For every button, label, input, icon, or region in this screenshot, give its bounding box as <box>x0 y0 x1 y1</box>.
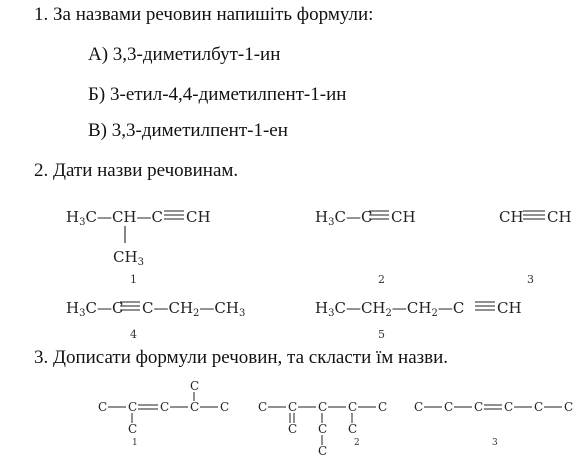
task-2-title: 2. Дати назви речовинам. <box>34 160 239 181</box>
svg-text:C: C <box>98 400 108 414</box>
task-1-title: 1. За назвами речовин напишіть формули: <box>34 4 374 25</box>
task-1-option-a: А) 3,3-диметилбут-1-ин <box>88 44 281 65</box>
svg-text:C: C <box>128 400 138 414</box>
svg-text:C: C <box>190 400 200 414</box>
svg-text:H3C—C: $H_3C—C$ <box>66 299 124 319</box>
structure-2-number: 2 <box>378 273 385 286</box>
structure-4-number: 4 <box>130 328 137 341</box>
skeleton-2-number: 2 <box>354 438 360 448</box>
skeleton-1-number: 1 <box>132 438 138 448</box>
svg-text:C: C <box>288 400 298 414</box>
svg-text:C: C <box>318 400 328 414</box>
svg-text:CH3: $CH_3$ <box>113 248 144 268</box>
svg-text:C: C <box>160 400 170 414</box>
structure-3-number: 3 <box>527 273 534 286</box>
svg-text:CH: CH <box>547 208 572 226</box>
svg-text:C: C <box>288 422 298 436</box>
svg-text:C: C <box>318 444 328 458</box>
svg-text:C: C <box>348 422 358 436</box>
svg-text:C: C <box>504 400 514 414</box>
svg-text:C: C <box>258 400 268 414</box>
svg-text:C: C <box>534 400 544 414</box>
task-1-option-c: В) 3,3-диметилпент-1-ен <box>88 120 288 141</box>
svg-text:C: C <box>564 400 574 414</box>
svg-text:H3C—CH—C: $H_3C—CH—C$ <box>66 208 163 228</box>
svg-text:C: C <box>318 422 328 436</box>
svg-text:C: C <box>348 400 358 414</box>
structure-1-number: 1 <box>130 273 137 286</box>
svg-text:H3C—C: $H_3C—C$ <box>315 208 373 228</box>
svg-text:C: C <box>220 400 230 414</box>
svg-text:CH: CH <box>186 208 211 226</box>
svg-text:CH: CH <box>499 208 524 226</box>
structure-5-number: 5 <box>378 328 385 341</box>
svg-text:C: C <box>444 400 454 414</box>
svg-text:C: C <box>414 400 424 414</box>
svg-text:C: C <box>190 379 200 393</box>
svg-text:H3C—CH2—CH2—C: $H_3C—CH_2—CH_2—C$ <box>315 299 465 319</box>
svg-text:C: C <box>128 422 138 436</box>
task-1-option-b: Б) 3-етил-4,4-диметилпент-1-ин <box>88 84 347 105</box>
skeleton-3-number: 3 <box>492 438 498 448</box>
svg-text:C: C <box>474 400 484 414</box>
svg-text:C: C <box>378 400 388 414</box>
svg-text:CH: CH <box>391 208 416 226</box>
task-3-title: 3. Дописати формули речовин, та скласти їм назви. <box>34 347 449 368</box>
svg-text:CH: CH <box>497 299 522 317</box>
svg-text:C—CH2—CH3: $C—CH_2—CH_3$ <box>142 299 246 319</box>
